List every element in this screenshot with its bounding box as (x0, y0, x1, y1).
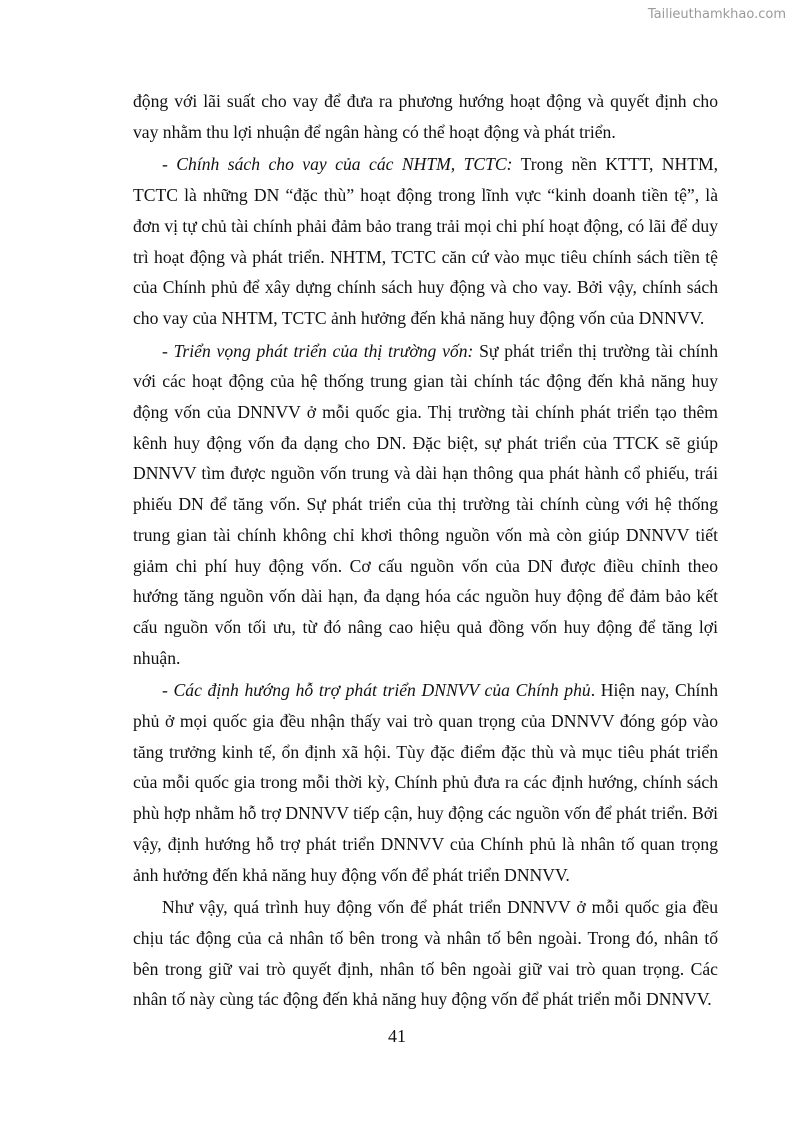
paragraph-conclusion (133, 892, 718, 1015)
document-body (133, 86, 718, 1015)
paragraph-government-support (133, 675, 718, 890)
page-number: 41 (388, 1026, 406, 1046)
paragraph-text: Như vậy, quá trình huy động vốn để phát triển DNNVV ở mỗi quốc gia đều chịu tác động của cả nhân tố bên trong và nhân tố bên ngoài. Trong đó, nhân tố bên trong giữ vai trò quyết định, nhân tố bên ngoài giữ vai trò quan trọng. Các nhân tố này cùng tác động đến khả năng huy động vốn để phát triển mỗi DNNVV. (133, 897, 718, 1010)
paragraph-capital-market (133, 336, 718, 674)
paragraph-continuation (133, 86, 718, 147)
paragraph-lending-policy (133, 149, 718, 333)
paragraph-lead-italic: - Chính sách cho vay của các NHTM, TCTC: (162, 154, 513, 175)
watermark-text: Tailieuthamkhao.com (647, 7, 786, 22)
paragraph-text: . Hiện nay, Chính phủ ở mọi quốc gia đều nhận thấy vai trò quan trọng của DNNVV đóng góp vào tăng trưởng kinh tế, ổn định xã hội. Tùy đặc điểm đặc thù và mục tiêu phát triển của mỗi quốc gia trong mỗi thời kỳ, Chính phủ đưa ra các định hướng, chính sách phù hợp nhằm hỗ trợ DNNVV tiếp cận, huy động các nguồn vốn để phát triển. Bởi vậy, định hướng hỗ trợ phát triển DNNVV của Chính phủ là nhân tố quan trọng ảnh hưởng đến khả năng huy động vốn để phát triển DNNVV. (133, 680, 719, 885)
paragraph-text: Sự phát triển thị trường tài chính với các hoạt động của hệ thống trung gian tài chính tác động đến khả năng huy động vốn của DNNVV ở mỗi quốc gia. Thị trường tài chính phát triển tạo thêm kênh huy động vốn đa dạng cho DN. Đặc biệt, sự phát triển của TTCK sẽ giúp DNNVV tìm được nguồn vốn trung và dài hạn thông qua phát hành cổ phiếu, trái phiếu DN để tăng vốn. Sự phát triển của thị trường tài chính cùng với hệ thống trung gian tài chính không chỉ khơi thông nguồn vốn mà còn giúp DNNVV tiết giảm chi phí huy động vốn. Cơ cấu nguồn vốn của DN được điều chỉnh theo hướng tăng nguồn vốn dài hạn, đa dạng hóa các nguồn huy động để đảm bảo kết cấu nguồn vốn tối ưu, từ đó nâng cao hiệu quả đồng vốn huy động để tăng lợi nhuận. (133, 340, 718, 668)
paragraph-lead-italic: - Các định hướng hỗ trợ phát triển DNNVV của Chính phủ (162, 680, 591, 701)
paragraph-lead-italic: - Triển vọng phát triển của thị trường vốn: (162, 340, 474, 361)
paragraph-text: động với lãi suất cho vay để đưa ra phương hướng hoạt động và quyết định cho vay nhằm thu lợi nhuận để ngân hàng có thể hoạt động và phát triển. (133, 91, 718, 142)
paragraph-text: Trong nền KTTT, NHTM, TCTC là những DN “đặc thù” hoạt động trong lĩnh vực “kinh doanh tiền tệ”, là đơn vị tự chủ tài chính phải đảm bảo trang trải mọi chi phí hoạt động, có lãi để duy trì hoạt động và phát triển. NHTM, TCTC căn cứ vào mục tiêu chính sách tiền tệ của Chính phủ để xây dựng chính sách huy động và cho vay. Bởi vậy, chính sách cho vay của NHTM, TCTC ảnh hưởng đến khả năng huy động vốn của DNNVV. (133, 154, 719, 328)
